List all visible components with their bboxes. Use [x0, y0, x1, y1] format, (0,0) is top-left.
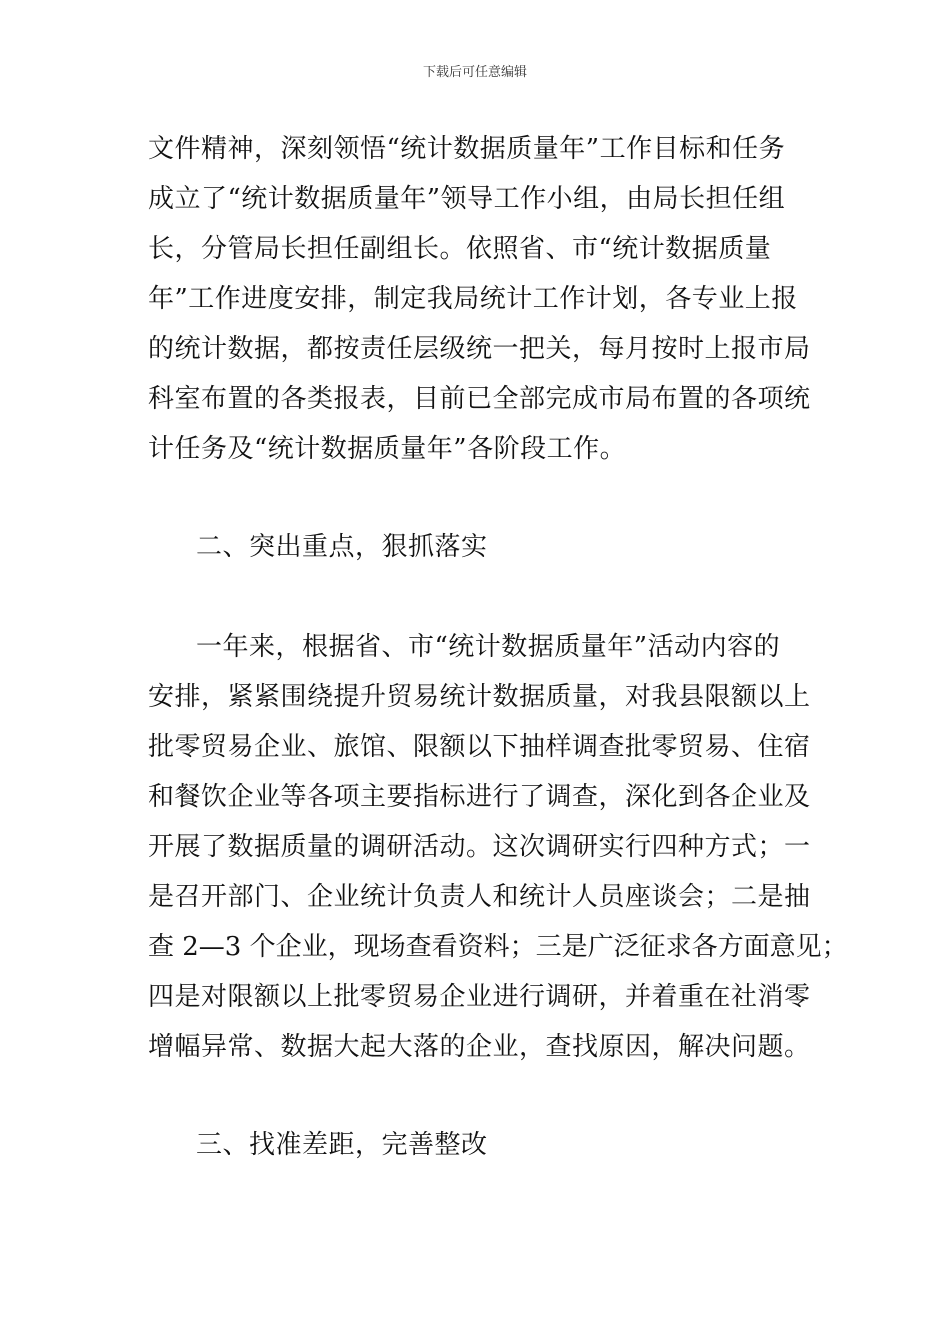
paragraph-line: 查 2—3 个企业，现场查看资料；三是广泛征求各方面意见；	[148, 932, 848, 962]
paragraph-line: 成立了“统计数据质量年”领导工作小组，由局长担任组	[148, 184, 786, 214]
paragraph-line: 是召开部门、企业统计负责人和统计人员座谈会；二是抽	[148, 882, 811, 912]
paragraph-line: 长，分管局长担任副组长。依照省、市“统计数据质量	[148, 234, 772, 264]
paragraph-line: 增幅异常、数据大起大落的企业，查找原因，解决问题。	[148, 1032, 811, 1062]
page-header: 下载后可任意编辑	[422, 65, 527, 80]
paragraph-line: 开展了数据质量的调研活动。这次调研实行四种方式；一	[148, 832, 811, 862]
paragraph-line: 科室布置的各类报表，目前已全部完成市局布置的各项统	[148, 384, 811, 414]
section-heading-2: 二、突出重点，狠抓落实	[196, 532, 488, 562]
paragraph-line: 四是对限额以上批零贸易企业进行调研，并着重在社消零	[148, 982, 811, 1012]
section-heading-3: 三、找准差距，完善整改	[196, 1130, 488, 1160]
paragraph-line: 和餐饮企业等各项主要指标进行了调查，深化到各企业及	[148, 782, 811, 812]
paragraph-line: 一年来，根据省、市“统计数据质量年”活动内容的	[196, 632, 781, 662]
paragraph-line: 计任务及“统计数据质量年”各阶段工作。	[148, 434, 627, 464]
paragraph-line: 的统计数据，都按责任层级统一把关，每月按时上报市局	[148, 334, 811, 364]
paragraph-line: 文件精神，深刻领悟“统计数据质量年”工作目标和任务	[148, 134, 786, 164]
paragraph-line: 批零贸易企业、旅馆、限额以下抽样调查批零贸易、住宿	[148, 732, 811, 762]
paragraph-line: 安排，紧紧围绕提升贸易统计数据质量，对我县限额以上	[148, 682, 811, 712]
paragraph-line: 年”工作进度安排，制定我局统计工作计划，各专业上报	[148, 284, 798, 314]
